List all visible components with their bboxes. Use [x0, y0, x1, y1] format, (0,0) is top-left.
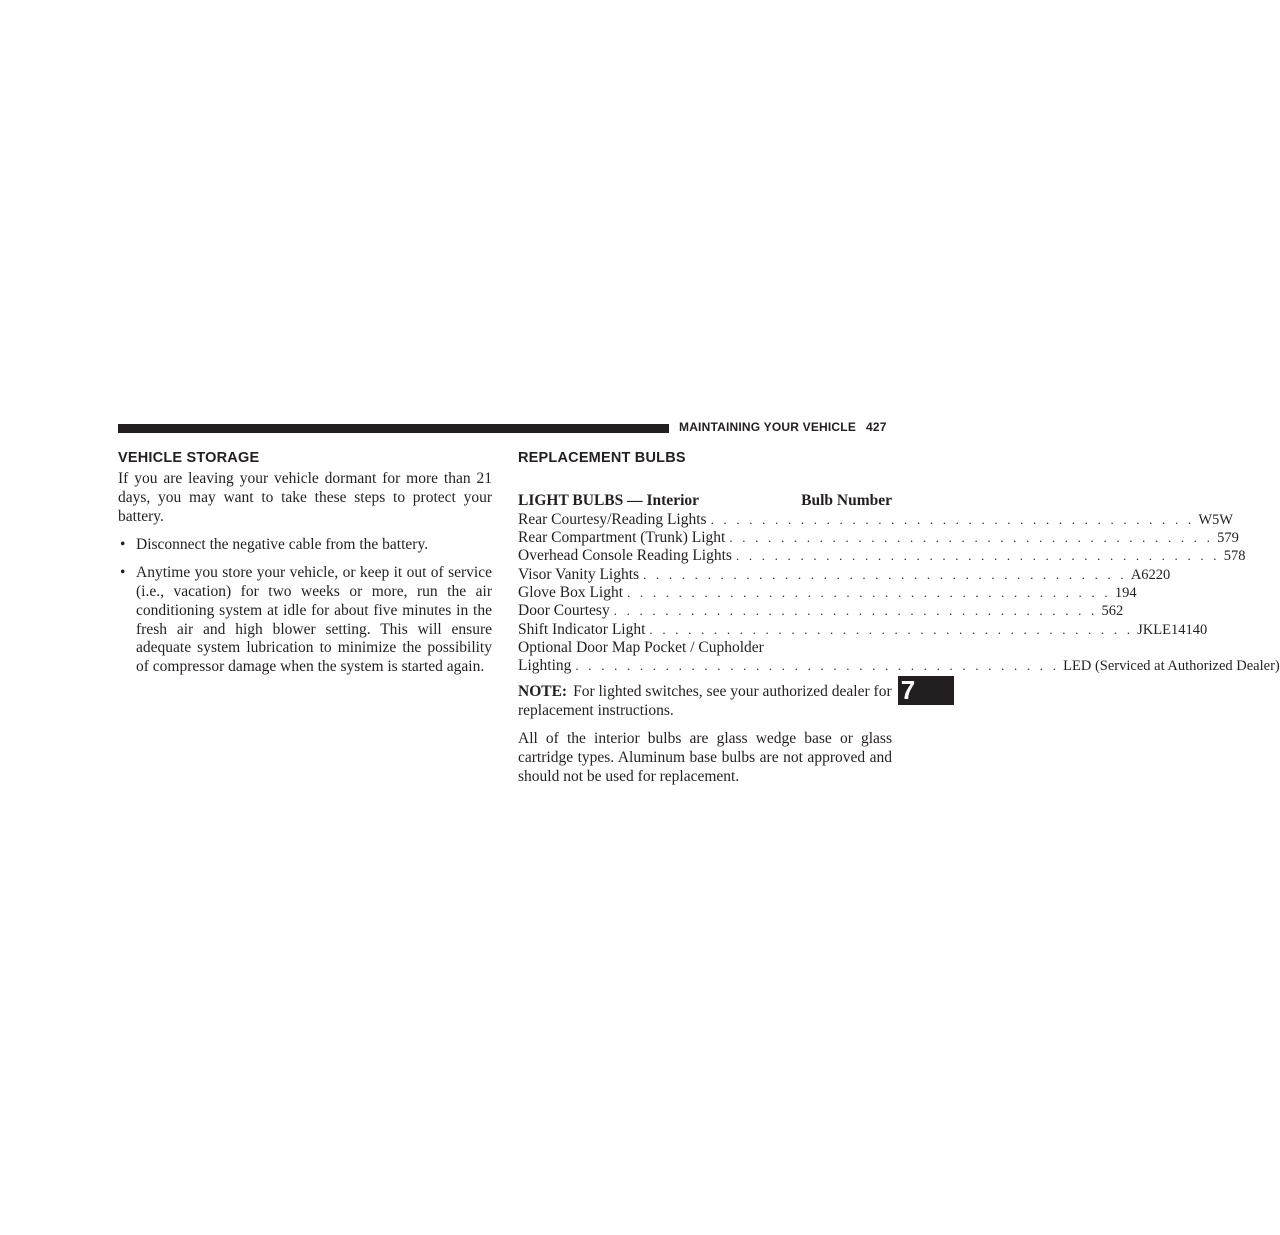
dot-leader: . . . . . . . . . . . . . . . . . . . . . . . . . . . . . . . . . . . . . . — [613, 603, 1098, 619]
section-title: MAINTAINING YOUR VEHICLE — [679, 420, 857, 434]
bulb-number: JKLE14140 — [1137, 621, 1208, 638]
table-row — [518, 620, 1208, 639]
vehicle-storage-intro: If you are leaving your vehicle dormant for more than 21 days, you may want to take these steps to protect your battery. — [118, 470, 492, 525]
table-row-continued-label: Optional Door Map Pocket / Cupholder — [518, 638, 764, 656]
bulb-number: W5W — [1198, 511, 1233, 528]
chapter-number: 7 — [900, 675, 916, 705]
bulb-location: Visor Vanity Lights — [518, 565, 640, 583]
replacement-bulbs-section — [518, 448, 1280, 786]
list-item-text: Anytime you store your vehicle, or keep it out of service (i.e., vacation) for two weeks or more, run the air conditioning system at idle for about five minutes in the fresh air and high blower setting. This will ensure adequate system lubrication to minimize the possibility of compressor damage when the system is started again. — [136, 564, 492, 676]
bullet-marker: • — [120, 564, 126, 582]
dot-leader: . . . . . . . . . . . . . . . . . . . . . . . . . . . . . . . . . . . . . . — [627, 584, 1111, 600]
storage-steps-list — [118, 536, 492, 677]
bulb-number: 578 — [1223, 548, 1246, 565]
bulb-table-header — [518, 492, 892, 511]
table-row — [518, 602, 1124, 620]
section-heading-vehicle-storage: VEHICLE STORAGE — [118, 450, 260, 466]
chapter-tab — [898, 676, 954, 705]
running-header — [679, 420, 887, 434]
bulb-table — [518, 510, 1280, 676]
bulb-location: Rear Courtesy/Reading Lights — [518, 510, 707, 528]
bullet-marker: • — [120, 536, 126, 554]
page-number: 427 — [866, 420, 887, 434]
vehicle-storage-section — [118, 448, 492, 686]
bulb-number: 562 — [1101, 603, 1124, 620]
bulb-number: A6220 — [1130, 566, 1171, 583]
table-row — [518, 565, 1171, 584]
table-row — [518, 529, 1239, 547]
dot-leader: . . . . . . . . . . . . . . . . . . . . . . . . . . . . . . . . . . . . . . — [649, 621, 1134, 637]
bulb-number: LED (Serviced at Authorized Dealer) — [1063, 658, 1280, 675]
dot-leader: . . . . . . . . . . . . . . . . . . . . . . . . . . . . . . . . . . . . . . — [575, 658, 1060, 674]
dot-leader: . . . . . . . . . . . . . . . . . . . . . . . . . . . . . . . . . . . . . . — [710, 511, 1195, 527]
dot-leader: . . . . . . . . . . . . . . . . . . . . . . . . . . . . . . . . . . . . . . — [643, 566, 1127, 582]
dot-leader: . . . . . . . . . . . . . . . . . . . . . . . . . . . . . . . . . . . . . . — [735, 548, 1220, 564]
bulb-location: Lighting — [518, 657, 572, 675]
bulb-location: Glove Box Light — [518, 583, 624, 601]
note-label: NOTE: — [518, 683, 568, 701]
note-text: For lighted switches, see your authorized dealer for replacement instructions. — [518, 683, 892, 720]
list-item — [118, 564, 492, 677]
bulb-type-paragraph: All of the interior bulbs are glass wedge base or glass cartridge types. Aluminum base bulbs are not approved and should not be used for replacement. — [518, 730, 892, 785]
section-heading-replacement-bulbs: REPLACEMENT BULBS — [518, 450, 686, 466]
table-row — [518, 583, 1137, 602]
dot-leader: . . . . . . . . . . . . . . . . . . . . . . . . . . . . . . . . . . . . . . — [729, 530, 1214, 546]
bulb-number: 194 — [1114, 584, 1137, 601]
list-item-text: Disconnect the negative cable from the battery. — [136, 536, 429, 554]
bulb-location: Shift Indicator Light — [518, 620, 646, 638]
bulb-location: Rear Compartment (Trunk) Light — [518, 529, 726, 547]
bulb-number: 579 — [1217, 530, 1239, 547]
table-header-bulb-number: Bulb Number — [801, 492, 892, 509]
table-header-category: LIGHT BULBS — Interior — [518, 492, 700, 509]
bulb-location: Door Courtesy — [518, 602, 610, 620]
list-item — [118, 536, 492, 555]
note-paragraph — [518, 683, 892, 721]
bulb-location: Overhead Console Reading Lights — [518, 547, 732, 565]
header-rule — [118, 424, 669, 433]
table-row — [518, 547, 1246, 565]
table-row — [518, 510, 1233, 529]
table-row — [518, 657, 1280, 675]
